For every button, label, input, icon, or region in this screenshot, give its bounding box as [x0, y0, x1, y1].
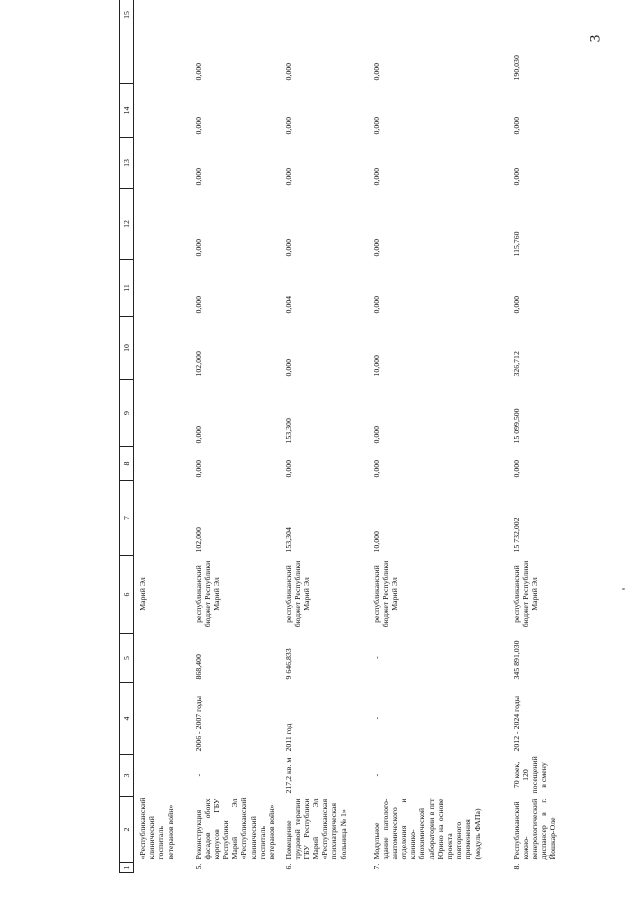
col-13-header: 13 — [120, 138, 134, 189]
capacity: 70 коек, 120 посещений в смену — [511, 756, 549, 794]
value-col-12: 0,000 — [283, 238, 293, 257]
object-name: Республиканский кожно-венерологический диспансер в г. Йошкар-Оле — [511, 798, 558, 860]
value-col-11: 0,000 — [371, 295, 381, 314]
funding-source: республиканский бюджет Республики Марий Эл — [283, 560, 311, 628]
value-col-14: 0,000 — [283, 116, 293, 135]
value-col-15: 0,000 — [283, 62, 293, 81]
value-col-7: 15 732,002 — [511, 517, 521, 553]
page-number: 3 — [586, 34, 603, 43]
capacity: - — [371, 773, 381, 777]
table-row — [508, 0, 588, 873]
funding-source: Марий Эл — [138, 577, 147, 611]
col-6-header: 6 — [120, 556, 134, 634]
value-col-11: 0,000 — [511, 295, 521, 314]
scan-speck — [622, 588, 625, 590]
table-row-continued — [134, 0, 190, 873]
value-col-10: 10,000 — [371, 355, 381, 377]
capacity: 217,2 кв. м — [283, 757, 293, 794]
value-col-8: 0,000 — [371, 459, 381, 478]
object-name: Помещение трудовой терапии ГБУ Республики Марий Эл «Республиканская психиатрическая больница № 1» — [283, 798, 348, 860]
col-4-header: 4 — [120, 683, 134, 755]
value-col-9: 15 099,500 — [511, 408, 521, 444]
capacity: - — [193, 773, 203, 777]
value-col-14: 0,000 — [511, 116, 521, 135]
object-name: «Республиканский клинический госпиталь ветеранов войн» — [138, 797, 175, 860]
rotated-page — [119, 11, 558, 873]
value-col-10: 326,712 — [511, 351, 521, 377]
value-col-8: 0,000 — [283, 459, 293, 478]
value-col-7: 153,304 — [283, 527, 293, 553]
col-2-header: 2 — [120, 797, 134, 863]
value-col-9: 0,000 — [193, 425, 203, 444]
estimated-cost: 868,400 — [193, 654, 203, 680]
value-col-15: 190,030 — [511, 55, 521, 81]
estimated-cost: - — [371, 656, 381, 659]
estimated-cost: 9 646,833 — [283, 648, 293, 680]
col-12-header: 12 — [120, 189, 134, 260]
value-col-15: 0,000 — [371, 62, 381, 81]
construction-period: 2012 - 2024 годы — [511, 695, 521, 752]
value-col-12: 0,000 — [371, 238, 381, 257]
table-row — [368, 0, 508, 873]
value-col-14: 0,000 — [371, 116, 381, 135]
value-col-13: 0,000 — [371, 167, 381, 186]
object-name: Модульное здание патолого-анатомического отделения и клинико-биохимической лаборатории в пгт Юрино на основе проекта повторного применения (модуль ФАПа) — [371, 798, 482, 860]
value-col-12: 0,000 — [193, 238, 203, 257]
col-11-header: 11 — [120, 260, 134, 317]
value-col-10: 102,000 — [193, 351, 203, 377]
col-8-header: 8 — [120, 447, 134, 481]
construction-period: 2011 год — [283, 723, 293, 752]
estimated-cost: 345 891,030 — [511, 640, 521, 680]
column-number-row — [120, 0, 134, 873]
value-col-13: 0,000 — [283, 167, 293, 186]
col-14-header: 14 — [120, 84, 134, 138]
value-col-8: 0,000 — [511, 459, 521, 478]
construction-period: - — [371, 716, 381, 720]
value-col-9: 153,300 — [283, 418, 293, 444]
col-9-header: 9 — [120, 380, 134, 447]
value-col-7: 102,000 — [193, 527, 203, 553]
value-col-11: 0,004 — [283, 295, 293, 314]
funding-source: республиканский бюджет Республики Марий Эл — [371, 560, 399, 628]
row-number: 7. — [371, 863, 381, 870]
col-5-header: 5 — [120, 634, 134, 683]
value-col-15: 0,000 — [193, 62, 203, 81]
funding-source: республиканский бюджет Республики Марий Эл — [511, 560, 539, 628]
col-7-header: 7 — [120, 481, 134, 556]
value-col-13: 0,000 — [511, 167, 521, 186]
row-number: 8. — [511, 863, 521, 870]
table-row — [280, 0, 368, 873]
row-number: 6. — [283, 863, 293, 870]
value-col-9: 0,000 — [371, 425, 381, 444]
data-table — [119, 0, 588, 873]
row-number: 5. — [193, 863, 203, 870]
value-col-12: 115,760 — [511, 231, 521, 257]
object-name: Реконструкция фасадов обоих корпусов ГБУ Республики Марий Эл «Республиканский клинический госпиталь ветеранов войн» — [193, 797, 276, 860]
value-col-13: 0,000 — [193, 167, 203, 186]
value-col-7: 10,000 — [371, 531, 381, 553]
value-col-8: 0,000 — [193, 459, 203, 478]
table-row — [190, 0, 280, 873]
funding-source: республиканский бюджет Республики Марий Эл — [193, 560, 221, 628]
col-1-header: 1 — [120, 863, 134, 873]
value-col-14: 0,000 — [193, 116, 203, 135]
value-col-10: 0,000 — [283, 358, 293, 377]
col-10-header: 10 — [120, 317, 134, 380]
col-15-header: 15 — [120, 0, 134, 84]
construction-period: 2006 - 2007 годы — [193, 695, 203, 752]
col-3-header: 3 — [120, 755, 134, 797]
value-col-11: 0,000 — [193, 295, 203, 314]
